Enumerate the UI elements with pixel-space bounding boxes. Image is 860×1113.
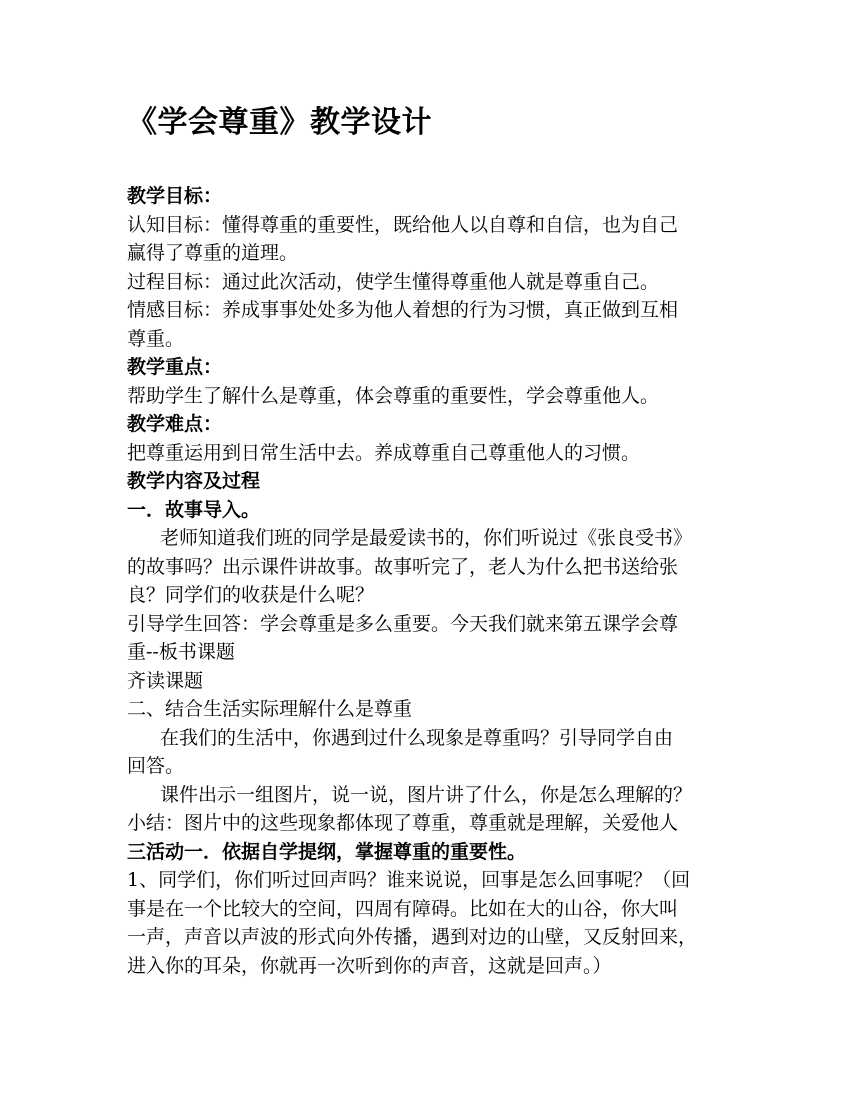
section-heading: 教学重点： <box>127 356 223 378</box>
paragraph-line: 老师知道我们班的同学是最爱读书的，你们听说过《张良受书》 <box>160 527 693 549</box>
section-heading: 三活动一．依据自学提纲，掌握尊重的重要性。 <box>127 840 527 863</box>
paragraph-line: 帮助学生了解什么是尊重，体会尊重的重要性，学会尊重他人。 <box>127 384 660 407</box>
paragraph-line: 二、结合生活实际理解什么是尊重 <box>127 698 413 720</box>
paragraph-line: 重--板书课题 <box>127 641 235 663</box>
paragraph-line: 一声，声音以声波的形式向外传播，遇到对边的山壁，又反射回来， <box>127 926 698 948</box>
document-title: 《学会尊重》教学设计 <box>127 105 432 140</box>
paragraph-line: 良？同学们的收获是什么呢？ <box>127 584 375 606</box>
paragraph-line: 过程目标：通过此次活动，使学生懂得尊重他人就是尊重自己。 <box>127 270 660 293</box>
section-heading: 教学内容及过程 <box>127 470 261 492</box>
paragraph-line: 尊重。 <box>127 327 185 350</box>
paragraph-line: 赢得了尊重的道理。 <box>127 242 299 264</box>
paragraph-line: 的故事吗？出示课件讲故事。故事听完了，老人为什么把书送给张 <box>127 555 679 578</box>
paragraph-line: 1、同学们，你们听过回声吗？谁来说说，回事是怎么回事呢？（回 <box>127 869 691 891</box>
document-body <box>127 182 743 980</box>
paragraph-line: 齐读课题 <box>127 669 204 692</box>
paragraph-line: 把尊重运用到日常生活中去。养成尊重自己尊重他人的习惯。 <box>127 441 641 464</box>
section-heading: 教学难点： <box>127 413 223 435</box>
paragraph-line: 进入你的耳朵，你就再一次听到你的声音，这就是回声。） <box>127 954 612 977</box>
paragraph-line: 事是在一个比较大的空间，四周有障碍。比如在大的山谷，你大叫 <box>127 897 679 920</box>
paragraph-line: 在我们的生活中，你遇到过什么现象是尊重吗？引导同学自由 <box>160 726 674 749</box>
section-heading: 教学目标： <box>127 185 223 207</box>
paragraph-line: 情感目标：养成事事处处多为他人着想的行为习惯，真正做到互相 <box>127 299 679 321</box>
paragraph-line: 引导学生回答：学会尊重是多么重要。今天我们就来第五课学会尊 <box>127 612 679 635</box>
paragraph-line: 课件出示一组图片，说一说，图片讲了什么，你是怎么理解的？ <box>160 783 693 806</box>
paragraph-line: 小结：图片中的这些现象都体现了尊重，尊重就是理解，关爱他人 <box>127 812 679 834</box>
paragraph-line: 回答。 <box>127 755 185 777</box>
paragraph-line: 认知目标：懂得尊重的重要性，既给他人以自尊和自信，也为自己 <box>127 213 679 236</box>
section-heading: 一．故事导入。 <box>127 498 261 521</box>
